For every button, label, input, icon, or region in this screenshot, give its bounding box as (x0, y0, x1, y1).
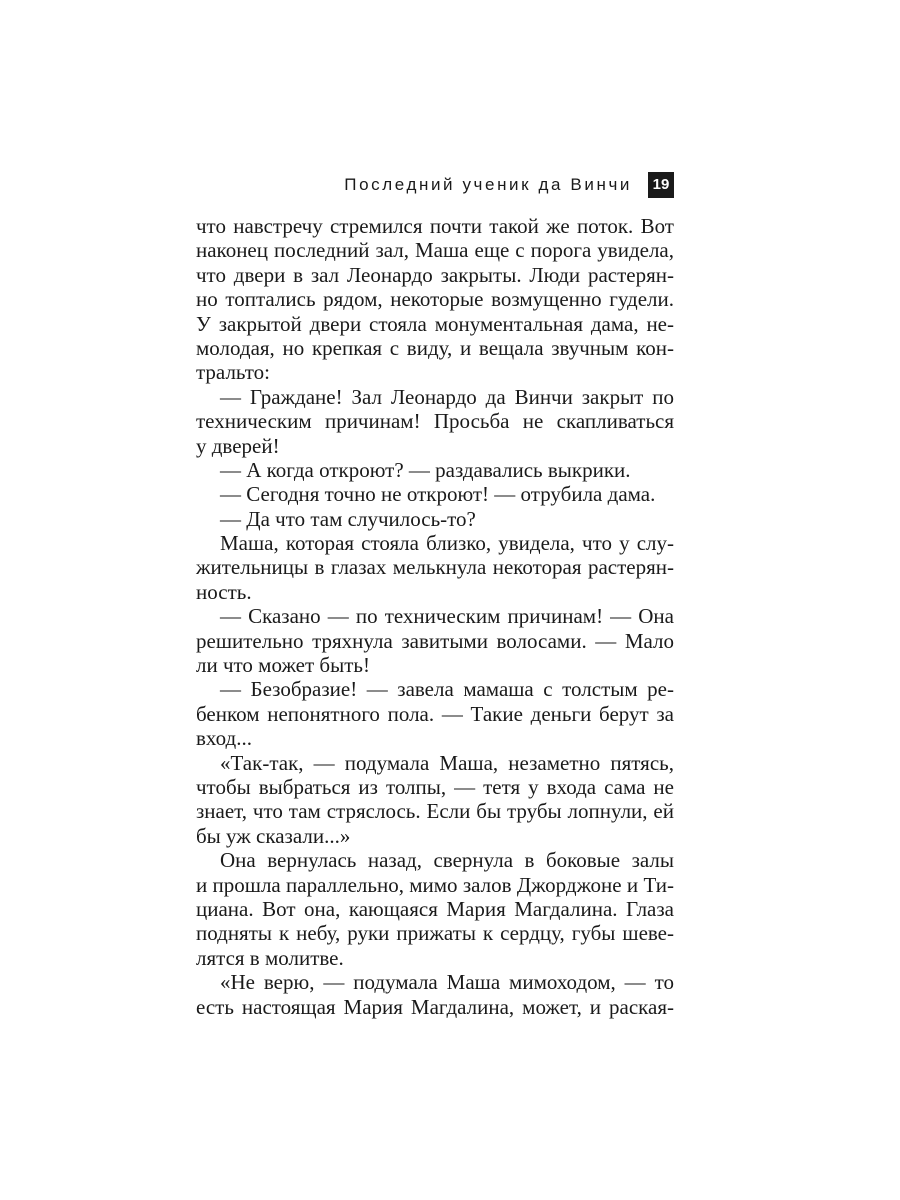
text-line: и прошла параллельно, мимо залов Джорджоне и Ти- (196, 872, 674, 897)
body-text (196, 214, 674, 1019)
page-number: 19 (648, 172, 674, 198)
text-line: жительницы в глазах мелькнула некоторая растерян- (196, 555, 674, 580)
text-line: — Сказано — по техническим причинам! — Она (220, 604, 674, 629)
text-line: наконец последний зал, Маша еще с порога увидела, (196, 238, 674, 263)
text-line: у дверей! (196, 433, 280, 458)
text-line: но топтались рядом, некоторые возмущенно гудели. (196, 287, 674, 312)
text-line: знает, что там стряслось. Если бы трубы лопнули, ей (196, 799, 674, 824)
text-line: решительно тряхнула завитыми волосами. — Мало (196, 628, 674, 653)
text-line: — Граждане! Зал Леонардо да Винчи закрыт по (220, 384, 674, 409)
book-title: Последний ученик да Винчи (344, 175, 632, 194)
text-line: «Так-так, — подумала Маша, незаметно пятясь, (220, 750, 674, 775)
text-line: ность. (196, 579, 252, 604)
text-line: вход... (196, 726, 252, 751)
text-line: что двери в зал Леонардо закрыты. Люди растерян- (196, 262, 674, 287)
text-line: подняты к небу, руки прижаты к сердцу, губы шеве- (196, 921, 674, 946)
text-line: бы уж сказали...» (196, 823, 351, 848)
text-line: У закрытой двери стояла монументальная дама, не- (196, 311, 674, 336)
text-line: молодая, но крепкая с виду, и вещала звучным кон- (196, 335, 674, 360)
text-line: тральто: (196, 360, 270, 385)
text-line: циана. Вот она, кающаяся Мария Магдалина. Глаза (196, 896, 674, 921)
text-line: чтобы выбраться из толпы, — тетя у входа сама не (196, 774, 674, 799)
text-line: — Сегодня точно не откроют! — отрубила дама. (220, 482, 656, 507)
text-line: есть настоящая Мария Магдалина, может, и раская- (196, 994, 674, 1019)
text-line: Она вернулась назад, свернула в боковые залы (220, 848, 674, 873)
text-line: что навстречу стремился почти такой же поток. Вот (196, 214, 674, 238)
text-line: «Не верю, — подумала Маша мимоходом, — то (220, 970, 674, 995)
text-line: Маша, которая стояла близко, увидела, что у слу- (220, 531, 674, 556)
text-line: — Безобразие! — завела мамаша с толстым ре- (220, 677, 674, 702)
text-line: — Да что там случилось-то? (220, 506, 476, 531)
text-line: бенком непонятного пола. — Такие деньги берут за (196, 701, 674, 726)
text-line: — А когда откроют? — раздавались выкрики. (220, 457, 631, 482)
running-header (190, 170, 674, 200)
text-line: техническим причинам! Просьба не скапливаться (196, 409, 674, 434)
text-line: ли что может быть! (196, 653, 370, 678)
text-line: лятся в молитве. (196, 945, 344, 970)
